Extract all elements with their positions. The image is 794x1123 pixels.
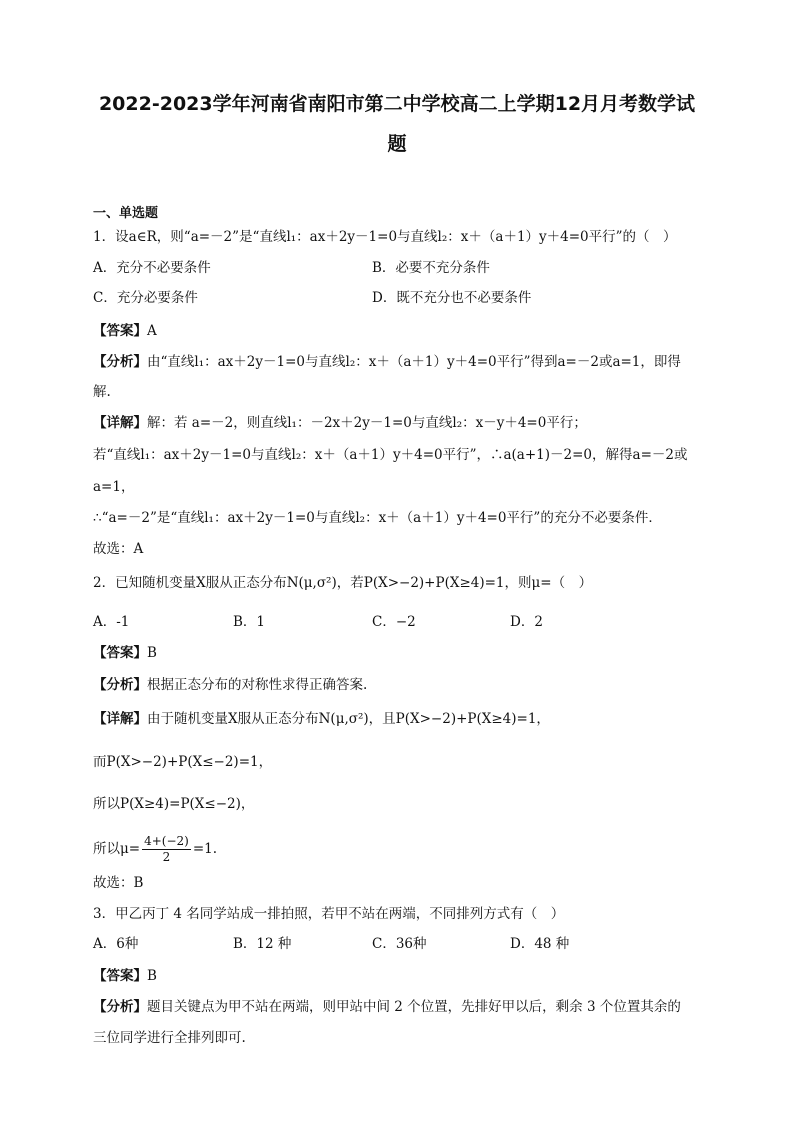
q2-answer-value: B: [147, 645, 157, 661]
q1-answer-value: A: [147, 323, 157, 339]
q1-analysis-line-1: 由“直线l₁：ax＋2y－1=0与直线l₂：x＋（a＋1）y＋4=0平行”得到a=－2或a=1，即得: [147, 354, 681, 370]
q3-analysis: [93, 997, 681, 1017]
detail-tag: 【详解】: [93, 415, 147, 431]
q1-detail-line-4: ∴“a=－2”是“直线l₁：ax＋2y－1=0与直线l₂：x＋（a＋1）y＋4=0平行”的充分不必要条件．: [93, 510, 662, 526]
q1-detail-line-2: 若“直线l₁：ax＋2y－1=0与直线l₂：x＋（a＋1）y＋4=0平行”，∴a(a+1)－2=0，解得a=－2或: [93, 447, 688, 463]
q2-formula-denominator: 2: [162, 850, 171, 864]
q1-detail-line-3: a=1，: [93, 479, 135, 495]
q3-option-c: C．36种: [372, 936, 427, 952]
q2-option-b: B．1: [233, 614, 266, 630]
page-title: [80, 84, 714, 164]
q2-formula-numerator: 4+(−2): [144, 834, 189, 848]
analysis-tag: 【分析】: [93, 677, 147, 693]
q2-answer: [93, 643, 157, 663]
q3-option-b: B．12 种: [233, 936, 292, 952]
q1-answer: [93, 321, 157, 341]
q1-detail: [93, 413, 587, 433]
q3-answer: [93, 966, 157, 986]
q2-option-d: D．2: [510, 614, 543, 630]
q3-option-d: D．48 种: [510, 936, 570, 952]
q3-stem: 3．甲乙丙丁 4 名同学站成一排拍照，若甲不站在两端，不同排列方式有（ ）: [93, 906, 565, 922]
q1-option-d: D．既不充分也不必要条件: [372, 290, 532, 306]
q2-stem: 2．已知随机变量X服从正态分布N(μ,σ²)，若P(X>−2)+P(X≥4)=1，则μ=（ ）: [93, 575, 593, 591]
q2-analysis-text: 根据正态分布的对称性求得正确答案.: [147, 677, 368, 693]
q2-option-a: A．-1: [93, 614, 130, 630]
q3-option-a: A．6种: [93, 936, 139, 952]
section-heading: 一、单选题: [93, 206, 159, 221]
q1-option-a: A．充分不必要条件: [93, 260, 211, 276]
q1-option-b: B．必要不充分条件: [372, 260, 490, 276]
q2-formula-prefix: 所以μ=: [93, 841, 141, 857]
detail-tag: 【详解】: [93, 711, 147, 727]
q1-stem: 1．设a∈R，则“a=－2”是“直线l₁：ax＋2y－1=0与直线l₂：x＋（a＋1）y＋4=0平行”的（ ）: [93, 229, 677, 245]
q3-analysis-line-1: 题目关键点为甲不站在两端，则甲站中间 2 个位置，先排好甲以后，剩余 3 个位置其余的: [147, 999, 681, 1015]
q2-detail: [93, 709, 550, 729]
q3-analysis-line-2: 三位同学进行全排列即可.: [93, 1030, 246, 1046]
q1-choose: 故选：A: [93, 541, 144, 557]
q1-analysis-line-2: 解.: [93, 384, 111, 400]
answer-tag: 【答案】: [93, 968, 147, 984]
answer-tag: 【答案】: [93, 323, 147, 339]
q1-analysis: [93, 352, 681, 372]
q2-option-c: C．−2: [372, 614, 416, 630]
q2-formula-fraction: [142, 834, 191, 865]
analysis-tag: 【分析】: [93, 354, 147, 370]
title-line-2: 题: [387, 133, 407, 155]
q2-detail-line-3: 所以P(X≥4)=P(X≤−2)，: [93, 796, 255, 812]
analysis-tag: 【分析】: [93, 999, 147, 1015]
q2-analysis: [93, 675, 367, 695]
answer-tag: 【答案】: [93, 645, 147, 661]
q2-formula-suffix: =1.: [192, 841, 218, 857]
title-line-1: 2022-2023学年河南省南阳市第二中学校高二上学期12月月考数学试: [98, 93, 696, 115]
q2-detail-line-2: 而P(X>−2)+P(X≤−2)=1，: [93, 754, 273, 770]
q2-detail-line-1: 由于随机变量X服从正态分布N(μ,σ²)，且P(X>−2)+P(X≥4)=1，: [147, 711, 550, 727]
q3-answer-value: B: [147, 968, 157, 984]
q1-option-c: C．充分必要条件: [93, 290, 198, 306]
q1-detail-line-1: 解：若 a=－2，则直线l₁：－2x＋2y－1=0与直线l₂：x－y＋4=0平行；: [147, 415, 587, 431]
q2-choose: 故选：B: [93, 875, 144, 891]
q2-detail-formula: [93, 834, 217, 865]
